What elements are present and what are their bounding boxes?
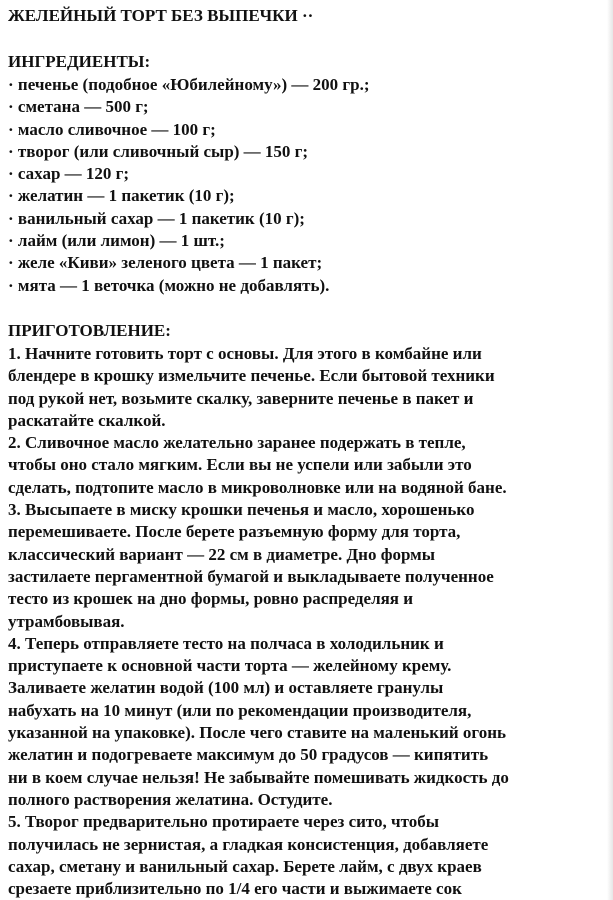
recipe-page bbox=[8, 0, 606, 900]
preparation-steps bbox=[8, 343, 606, 900]
step-line: указанной на упаковке). После чего ставите на маленький огонь bbox=[8, 723, 506, 743]
ingredient-item: · желе «Киви» зеленого цвета — 1 пакет; bbox=[8, 253, 323, 273]
step-line: чтобы оно стало мягким. Если вы не успели или забыли это bbox=[8, 455, 472, 475]
step-line: 1. Начните готовить торт с основы. Для этого в комбайне или bbox=[8, 343, 482, 363]
step-line: полного растворения желатина. Остудите. bbox=[8, 789, 333, 809]
step-line: классический вариант — 22 см в диаметре. Дно формы bbox=[8, 544, 436, 564]
step-line: 5. Творог предварительно протираете через сито, чтобы bbox=[8, 812, 440, 832]
ingredient-item: · желатин — 1 пакетик (10 г); bbox=[8, 186, 235, 206]
page-edge-shadow bbox=[607, 0, 613, 900]
spacer bbox=[8, 28, 606, 50]
step-line: 4. Теперь отправляете тесто на полчаса в холодильник и bbox=[8, 633, 444, 653]
step-line: приступаете к основной части торта — желейному крему. bbox=[8, 656, 452, 676]
ingredient-item: · мята — 1 веточка (можно не добавлять). bbox=[8, 275, 330, 295]
ingredient-item: · печенье (подобное «Юбилейному») — 200 гр.; bbox=[8, 75, 370, 94]
step-line: получилась не зернистая, а гладкая консистенция, добавляете bbox=[8, 834, 489, 854]
step-line: ни в коем случае нельзя! Не забывайте помешивать жидкость до bbox=[8, 767, 509, 787]
ingredients-list bbox=[8, 74, 606, 297]
ingredient-item: · лайм (или лимон) — 1 шт.; bbox=[8, 231, 225, 251]
step-line: тесто из крошек на дно формы, ровно распределяя и bbox=[8, 589, 414, 609]
ingredient-item: · масло сливочное — 100 г; bbox=[8, 119, 216, 139]
preparation-heading: ПРИГОТОВЛЕНИЕ: bbox=[8, 320, 171, 340]
step-line: 3. Высыпаете в миску крошки печенья и масло, хорошенько bbox=[8, 500, 475, 520]
recipe-title: ЖЕЛЕЙНЫЙ ТОРТ БЕЗ ВЫПЕЧКИ ·· bbox=[8, 6, 314, 25]
step-line: срезаете приблизительно по 1/4 его части и выжимаете сок bbox=[8, 879, 462, 899]
step-line: раскатайте скалкой. bbox=[8, 410, 166, 430]
step-line: сахар, сметану и ванильный сахар. Берете лайм, с двух краев bbox=[8, 856, 482, 876]
ingredient-item: · сахар — 120 г; bbox=[8, 164, 130, 184]
step-line: Заливаете желатин водой (100 мл) и оставляете гранулы bbox=[8, 678, 444, 698]
spacer bbox=[8, 297, 606, 319]
ingredient-item: · ванильный сахар — 1 пакетик (10 г); bbox=[8, 208, 305, 228]
ingredients-heading: ИНГРЕДИЕНТЫ: bbox=[8, 52, 151, 71]
step-line: набухать на 10 минут (или по рекомендации производителя, bbox=[8, 700, 472, 720]
ingredient-item: · творог (или сливочный сыр) — 150 г; bbox=[8, 141, 309, 161]
step-line: желатин и подогреваете максимум до 50 градусов — кипятить bbox=[8, 745, 489, 765]
step-line: перемешиваете. После берете разъемную форму для торта, bbox=[8, 522, 461, 542]
step-line: сделать, подтопите масло в микроволновке или на водяной бане. bbox=[8, 477, 507, 497]
step-line: застилаете пергаментной бумагой и выкладываете полученное bbox=[8, 566, 494, 586]
ingredient-item: · сметана — 500 г; bbox=[8, 97, 149, 117]
step-line: блендере в крошку измельчите печенье. Если бытовой техники bbox=[8, 366, 495, 386]
step-line: утрамбовывая. bbox=[8, 611, 125, 631]
step-line: под рукой нет, возьмите скалку, заверните печенье в пакет и bbox=[8, 388, 474, 408]
step-line: 2. Сливочное масло желательно заранее подержать в тепле, bbox=[8, 433, 466, 453]
